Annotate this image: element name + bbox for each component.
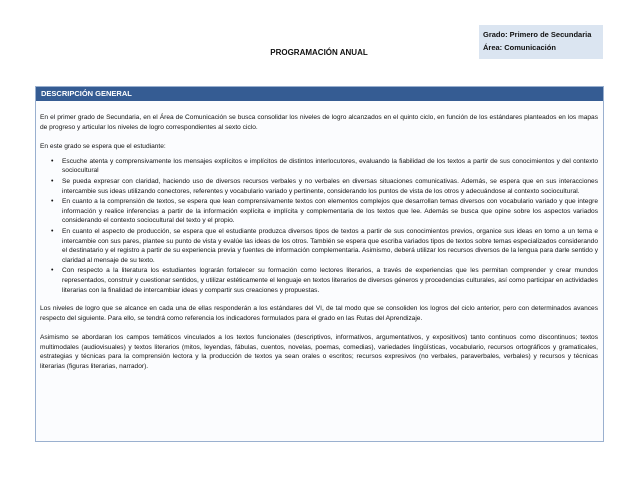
grade-label: Grado: Primero de Secundaria bbox=[483, 30, 592, 39]
list-item-text: Con respecto a la literatura los estudiantes lograrán fortalecer su formación como lectores literarios, a través de experiencias que les permitan comprender y crear mundos representados, construir y cuestionar sentidos, y utilizar estéticamente el lenguaje en textos literarios de diversos géneros y procedencias culturales, así como participar en actividades literarias con la finalidad de intercambiar ideas y compartir sus creaciones y propuestas. bbox=[62, 267, 598, 294]
bullet-icon: • bbox=[51, 198, 54, 206]
list-item bbox=[51, 266, 598, 295]
intro-paragraph: En el primer grado de Secundaria, en el Área de Comunicación se busca consolidar los niveles de logro alcanzados en el quinto ciclo, en función de los estándares planteados en los mapas de progreso y articular los niveles de logro correspondientes al sexto ciclo. bbox=[40, 114, 598, 131]
expectation-list bbox=[40, 157, 598, 295]
description-table bbox=[35, 86, 604, 442]
list-item-text: Se pueda expresar con claridad, haciendo uso de diversos recursos verbales y no verbales en diversas situaciones comunicativas. Además, se espera que en sus interacciones intercambie sus ideas utilizando conectores, referentes y vocabulario variado y pertinente, considerando los puntos de vista de los otros y adecuándose al contexto sociocultural. bbox=[62, 177, 598, 195]
levels-paragraph: Los niveles de logro que se alcance en cada una de ellas responderán a los estándares del VI, de tal modo que se consoliden los logros del ciclo anterior, pero con determinados avances respecto del siguiente. Para ello, se tendrá como referencia los indicadores formulados para el grado en las Rutas del Aprendizaje. bbox=[40, 305, 598, 322]
list-item-text: En cuanto a la comprensión de textos, se espera que lean comprensivamente textos con elementos complejos que desarrollan temas diversos con vocabulario variado y que integre información y realice inferencias a partir de la información explícita e implícita y complementaria de los textos que lee. Además se busca que opine sobre los aspectos variados considerando el contexto sociocultural del texto y el propio. bbox=[62, 198, 598, 225]
area-label: Área: Comunicación bbox=[483, 43, 556, 52]
section-body bbox=[36, 101, 603, 372]
section-heading: DESCRIPCIÓN GENERAL bbox=[36, 87, 603, 101]
list-item-text: En cuanto el aspecto de producción, se espera que el estudiante produzca diversos tipos de textos a partir de sus conocimientos previos, organice sus ideas en torno a un tema e intercambie con sus pares, plantee su punto de vista y evalúe las ideas de los otros. También se espera que escriba variados tipos de textos sobre temas especializados considerando el destinatario y el registro a partir de su experiencia previa y fuentes de información complementaria. Asimismo, deberá utilizar los recursos diversos de la lengua para darle sentido y claridad al mensaje de su texto. bbox=[62, 227, 598, 264]
list-item bbox=[51, 227, 598, 265]
bullet-icon: • bbox=[51, 267, 54, 275]
list-item bbox=[51, 177, 598, 196]
page-title: PROGRAMACIÓN ANUAL bbox=[270, 48, 368, 57]
list-item bbox=[51, 157, 598, 176]
bullet-icon: • bbox=[51, 177, 54, 185]
bullet-icon: • bbox=[51, 157, 54, 165]
list-item-text: Escuche atenta y comprensivamente los mensajes explícitos e implícitos de distintos interlocutores, evaluando la fiabilidad de los textos a partir de sus conocimientos y del contexto sociocultural bbox=[62, 157, 598, 175]
list-item bbox=[51, 197, 598, 226]
bullet-icon: • bbox=[51, 227, 54, 235]
fields-paragraph: Asimismo se abordaran los campos temáticos vinculados a los textos funcionales (descriptivos, informativos, argumentativos, y expositivos) tanto continuos como discontinuos; textos multimodales (audiovisuales) y textos literarios (mitos, leyendas, fábulas, cuentos, novelas, poemas, comedias), variedades lingüísticas, vocabulario, recursos ortográficos y gramaticales, estrategias y técnicas para la comprensión lectora y la producción de textos ya sean orales o escritos; recursos expresivos (no verbales, paraverbales, verbales) y recursos y técnicas literarias (figuras literarias, narrador). bbox=[40, 334, 598, 371]
expectation-line: En este grado se espera que el estudiante: bbox=[40, 143, 166, 151]
